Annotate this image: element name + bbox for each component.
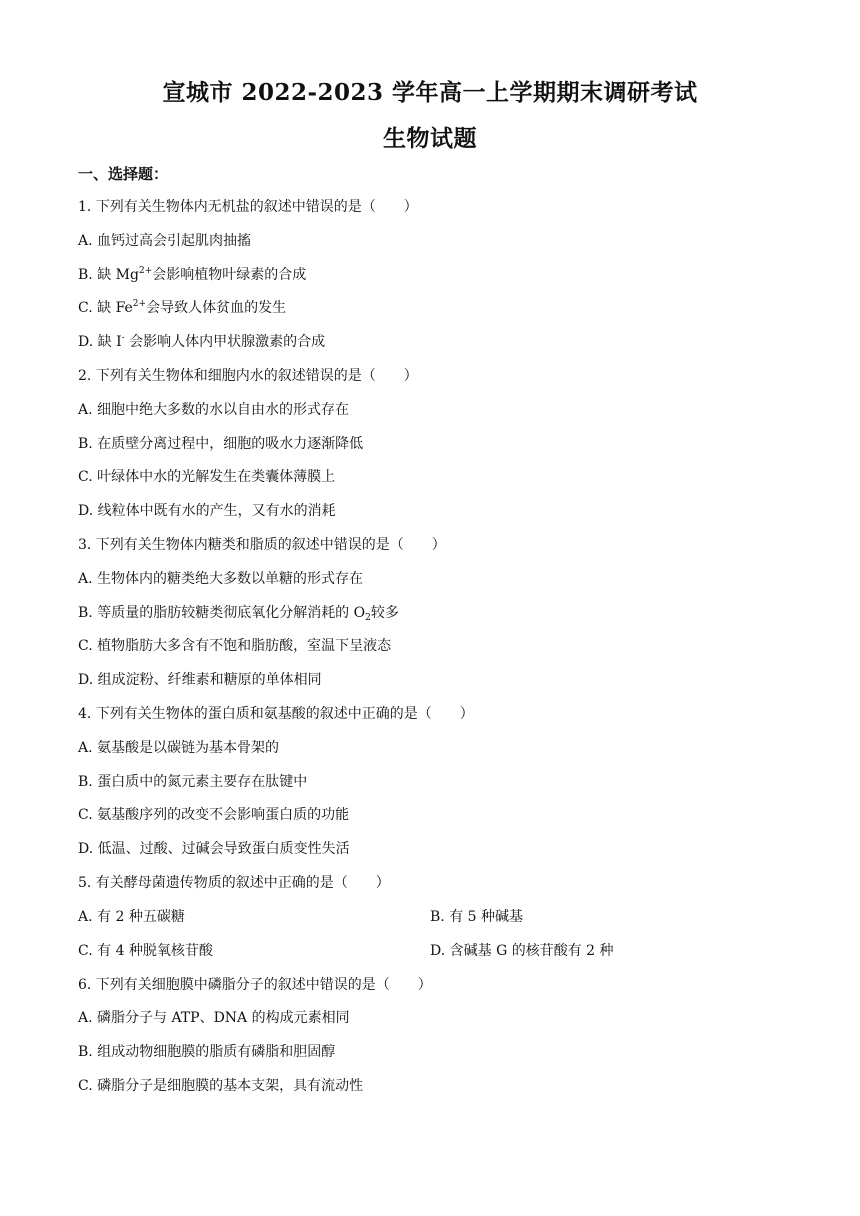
question-2-option-c: C. 叶绿体中水的光解发生在类囊体薄膜上 xyxy=(78,469,336,485)
question-1-option-c: C. 缺 $Fe^{2+}$会导致人体贫血的发生 xyxy=(78,299,287,316)
question-3-option-a: A. 生物体内的糖类绝大多数以单糖的形式存在 xyxy=(78,571,364,587)
question-5-option-b: B. 有 5 种碱基 xyxy=(430,909,523,925)
question-1-stem: 1. 下列有关生物体内无机盐的叙述中错误的是（ ） xyxy=(78,199,418,215)
question-2-option-d: D. 线粒体中既有水的产生，又有水的消耗 xyxy=(78,503,336,519)
question-6-stem: 6. 下列有关细胞膜中磷脂分子的叙述中错误的是（ ） xyxy=(78,977,432,993)
question-3-option-d: D. 组成淀粉、纤维素和糖原的单体相同 xyxy=(78,672,322,688)
question-5-option-c: C. 有 4 种脱氧核苷酸 xyxy=(78,943,213,959)
question-2-option-b: B. 在质壁分离过程中，细胞的吸水力逐渐降低 xyxy=(78,436,364,452)
question-4-stem: 4. 下列有关生物体的蛋白质和氨基酸的叙述中正确的是（ ） xyxy=(78,706,474,722)
question-6-option-a: A. 磷脂分子与 ATP、DNA 的构成元素相同 xyxy=(78,1010,350,1026)
document-title: 宣城市 2022-2023 学年高一上学期期末调研考试 xyxy=(162,79,698,106)
question-3-option-c: C. 植物脂肪大多含有不饱和脂肪酸，室温下呈液态 xyxy=(78,638,392,654)
question-1-option-d: D. 缺 I- 会影响人体内甲状腺激素的合成 xyxy=(78,333,326,350)
question-3-stem: 3. 下列有关生物体内糖类和脂质的叙述中错误的是（ ） xyxy=(78,537,446,553)
question-1-option-a: A. 血钙过高会引起肌肉抽搐 xyxy=(78,233,252,249)
question-5-option-d: D. 含碱基 G 的核苷酸有 2 种 xyxy=(430,943,614,959)
question-1-option-b: B. 缺 $Mg^{2+}$会影响植物叶绿素的合成 xyxy=(78,266,307,283)
question-5-stem: 5. 有关酵母菌遗传物质的叙述中正确的是（ ） xyxy=(78,875,390,891)
question-4-option-a: A. 氨基酸是以碳链为基本骨架的 xyxy=(78,740,280,756)
question-5-option-a: A. 有 2 种五碳糖 xyxy=(78,909,185,925)
question-6-option-b: B. 组成动物细胞膜的脂质有磷脂和胆固醇 xyxy=(78,1044,336,1060)
question-6-option-c: C. 磷脂分子是细胞膜的基本支架，具有流动性 xyxy=(78,1078,364,1094)
question-2-option-a: A. 细胞中绝大多数的水以自由水的形式存在 xyxy=(78,402,350,418)
section-heading: 一、选择题： xyxy=(78,165,169,183)
question-4-option-d: D. 低温、过酸、过碱会导致蛋白质变性失活 xyxy=(78,841,350,857)
question-4-option-b: B. 蛋白质中的氮元素主要存在肽键中 xyxy=(78,774,308,790)
question-2-stem: 2. 下列有关生物体和细胞内水的叙述错误的是（ ） xyxy=(78,368,418,384)
question-4-option-c: C. 氨基酸序列的改变不会影响蛋白质的功能 xyxy=(78,807,350,823)
question-3-option-b: B. 等质量的脂肪较糖类彻底氧化分解消耗的 $O_2$较多 xyxy=(78,605,399,623)
document-subtitle: 生物试题 xyxy=(383,125,477,152)
